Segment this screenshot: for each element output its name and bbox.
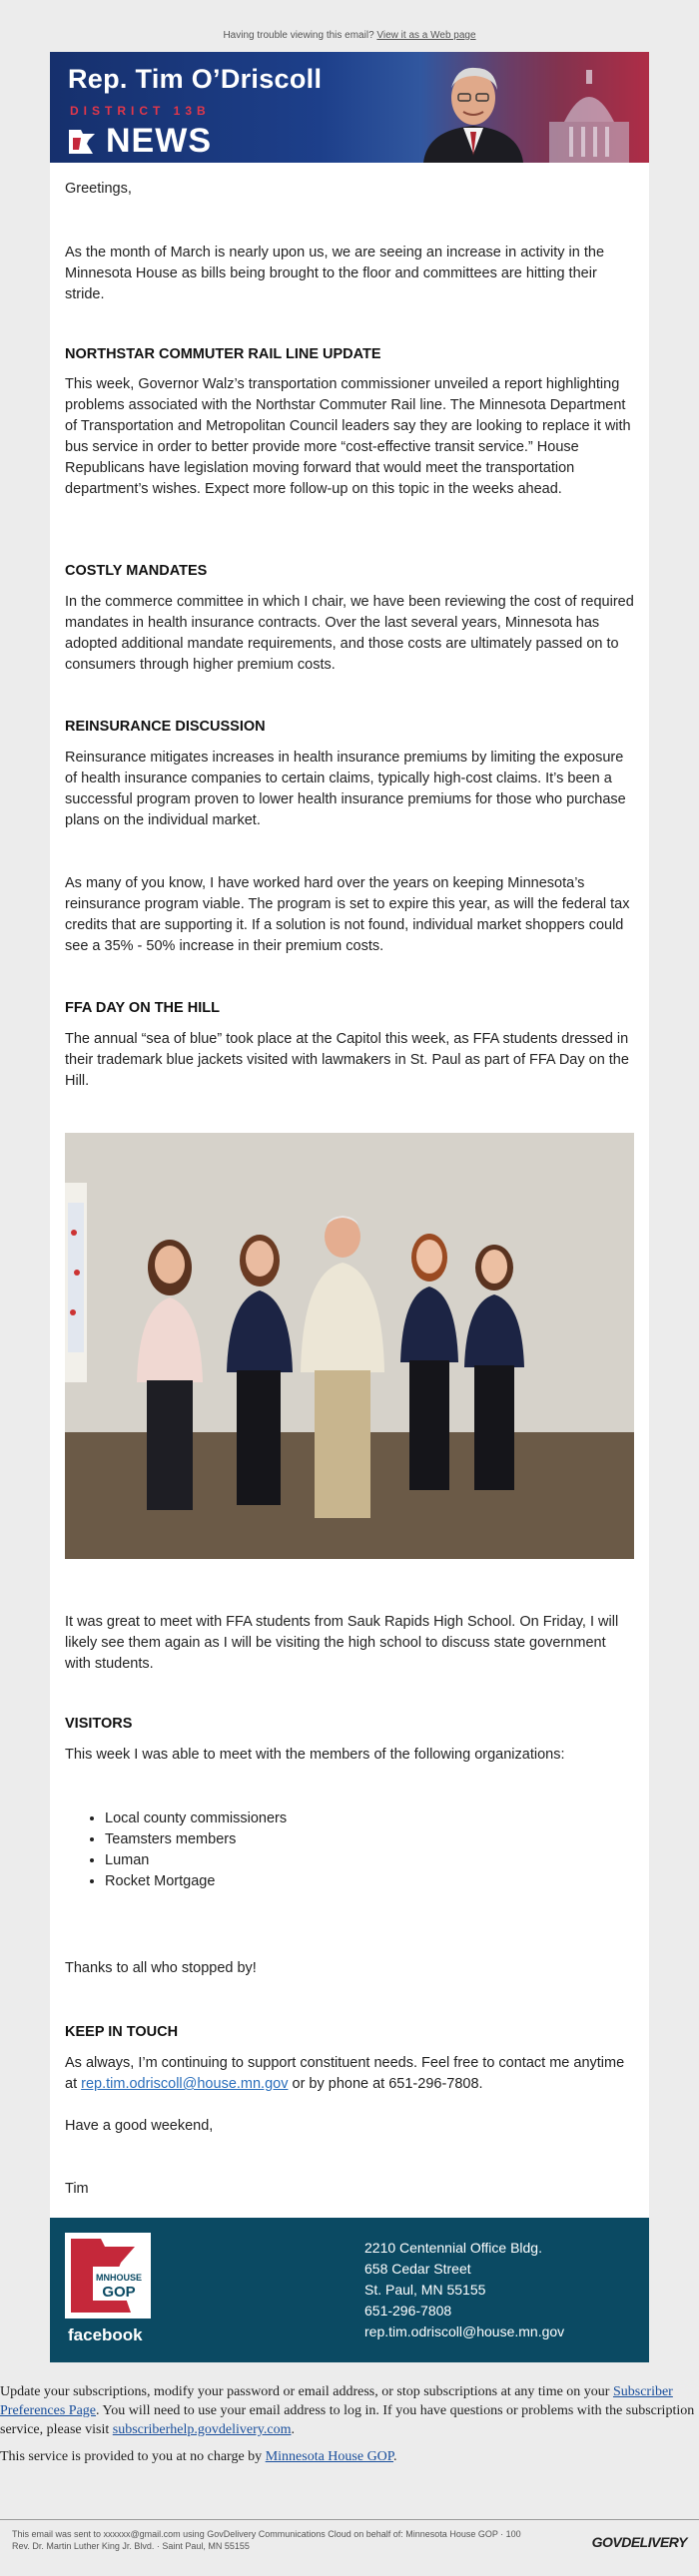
signoff-text: Tim <box>65 2181 89 2197</box>
email-body <box>50 52 649 2362</box>
address-line: 2210 Centennial Office Bldg. <box>364 2240 542 2256</box>
keep-in-touch-text: As always, I’m continuing to support constituent needs. Feel free to contact me anytime at <box>65 2055 625 2092</box>
list-item: • Teamsters members <box>105 1829 674 1850</box>
mn-house-gop-link[interactable]: Minnesota House GOP <box>265 2449 394 2464</box>
section-title-keep-in-touch: KEEP IN TOUCH <box>65 2024 179 2040</box>
rep-portrait <box>417 58 529 163</box>
view-web-page-link[interactable]: View it as a Web page <box>376 30 476 41</box>
facebook-link[interactable]: facebook <box>68 2325 143 2344</box>
intro-paragraph: As the month of March is nearly upon us, we are seeing an increase in activity in the Minnesota House as bills being brought to the floor and committees are hitting their stride. <box>65 245 605 302</box>
list-item: • Rocket Mortgage <box>105 1871 674 1892</box>
contact-footer <box>50 2218 649 2362</box>
section-body-visitors: This week I was able to meet with the members of the following organizations: <box>65 1747 565 1763</box>
keep-in-touch-phone: or by phone at 651-296-7808. <box>292 2076 483 2092</box>
section-body-keep-in-touch <box>65 2053 634 2095</box>
section-body-northstar: This week, Governor Walz’s transportation commissioner unveiled a report highlighting problems associated with the Northstar Commuter Rail line. The Minnesota Department of Transportation and Metropolitan Council leaders say they are looking to replace it with bus service in order to better provide more “cost-effective transit service.” House Republicans have legislation moving forward that would meet the transportation department’s wishes. Expect more follow-up on this topic in the weeks ahead. <box>65 376 631 497</box>
subscription-paragraph <box>0 2382 699 2439</box>
service-paragraph <box>0 2447 699 2466</box>
district-label: DISTRICT 13B <box>70 104 211 118</box>
minnesota-icon <box>67 128 97 156</box>
preheader-text: Having trouble viewing this email? <box>223 30 374 41</box>
rep-email-link[interactable]: rep.tim.odriscoll@house.mn.gov <box>81 2076 289 2092</box>
capitol-dome-image <box>509 52 649 163</box>
list-item: • Luman <box>105 1850 674 1871</box>
logo-text-line1: MNHOUSE <box>95 2273 143 2283</box>
email-legal-footer <box>0 2519 699 2576</box>
mn-house-gop-logo[interactable] <box>65 2233 151 2318</box>
thanks-text: Thanks to all who stopped by! <box>65 1960 257 1976</box>
logo-text-line2: GOP <box>102 2284 136 2301</box>
address-line: 658 Cedar Street <box>364 2261 471 2277</box>
list-item: • Local county commissioners <box>105 1808 674 1829</box>
section-body-mandates: In the commerce committee in which I chair, we have been reviewing the cost of required mandates in health insurance contracts. Over the last several years, Minnesota has adopted additional mandate requirements, and those costs are ultimately passed on to consumers through higher premium costs. <box>65 594 634 673</box>
office-address <box>364 2238 564 2342</box>
section-title-northstar: NORTHSTAR COMMUTER RAIL LINE UPDATE <box>65 346 381 362</box>
greeting: Greetings, <box>65 181 132 197</box>
section-title-reinsurance: REINSURANCE DISCUSSION <box>65 719 266 735</box>
sent-to-notice <box>12 2528 571 2552</box>
subscriber-help-link[interactable]: subscriberhelp.govdelivery.com <box>112 2422 292 2437</box>
subscription-text: Update your subscriptions, modify your password or email address, or stop subscriptions at any time on your <box>0 2384 610 2399</box>
newsletter-banner <box>50 52 649 163</box>
sent-to-line-2: Rev. Dr. Martin Luther King Jr. Blvd. · Saint Paul, MN 55155 <box>12 2541 250 2551</box>
section-body-ffa: The annual “sea of blue” took place at the Capitol this week, as FFA students dressed in their trademark blue jackets visited with lawmakers in St. Paul as part of FFA Day on the Hill. <box>65 1031 629 1089</box>
address-phone: 651-296-7808 <box>364 2303 452 2318</box>
sent-to-line-1: This email was sent to xxxxxx@gmail.com using GovDelivery Communications Cloud on behalf of: Minnesota House GOP · 100 <box>12 2529 521 2539</box>
section-title-mandates: COSTLY MANDATES <box>65 563 208 579</box>
photo-caption: It was great to meet with FFA students from Sauk Rapids High School. On Friday, I will likely see them again as I will be visiting the high school to discuss state government with students. <box>65 1614 619 1672</box>
section-body-reinsurance-2: As many of you know, I have worked hard over the years on keeping Minnesota’s reinsurance program viable. The program is set to expire this year, as will the federal tax credits that are supporting it. If a solution is not found, individual market shoppers could see a 35% - 50% increase in their premium costs. <box>65 875 630 954</box>
govdelivery-logo[interactable]: GOVDELIVERY <box>591 2534 687 2550</box>
subscription-info <box>0 2382 699 2474</box>
visitors-list <box>65 1808 674 1892</box>
ffa-students-photo <box>65 1133 634 1559</box>
subscription-text-2: . You will need to use your email address to log in. If you have questions or problems with the subscription service, please visit <box>0 2403 695 2437</box>
rep-name: Rep. Tim O’Driscoll <box>68 64 323 94</box>
section-body-reinsurance-1: Reinsurance mitigates increases in health insurance premiums by limiting the exposure of health insurance companies to certain claims, typically high-cost claims. It’s been a successful program proven to lower health insurance premiums for those who purchase plans on the individual market. <box>65 750 626 828</box>
service-text: This service is provided to you at no charge by <box>0 2449 263 2464</box>
section-title-visitors: VISITORS <box>65 1716 133 1732</box>
subscriber-preferences-link[interactable]: Subscriber Preferences Page <box>0 2384 673 2418</box>
subscription-text-end: . <box>291 2422 295 2437</box>
address-line: St. Paul, MN 55155 <box>364 2282 486 2298</box>
service-text-end: . <box>393 2449 397 2464</box>
section-title-ffa: FFA DAY ON THE HILL <box>65 1000 220 1016</box>
preheader <box>0 0 699 50</box>
news-label: NEWS <box>106 122 212 160</box>
closing-text: Have a good weekend, <box>65 2118 214 2134</box>
address-email[interactable]: rep.tim.odriscoll@house.mn.gov <box>364 2323 565 2339</box>
